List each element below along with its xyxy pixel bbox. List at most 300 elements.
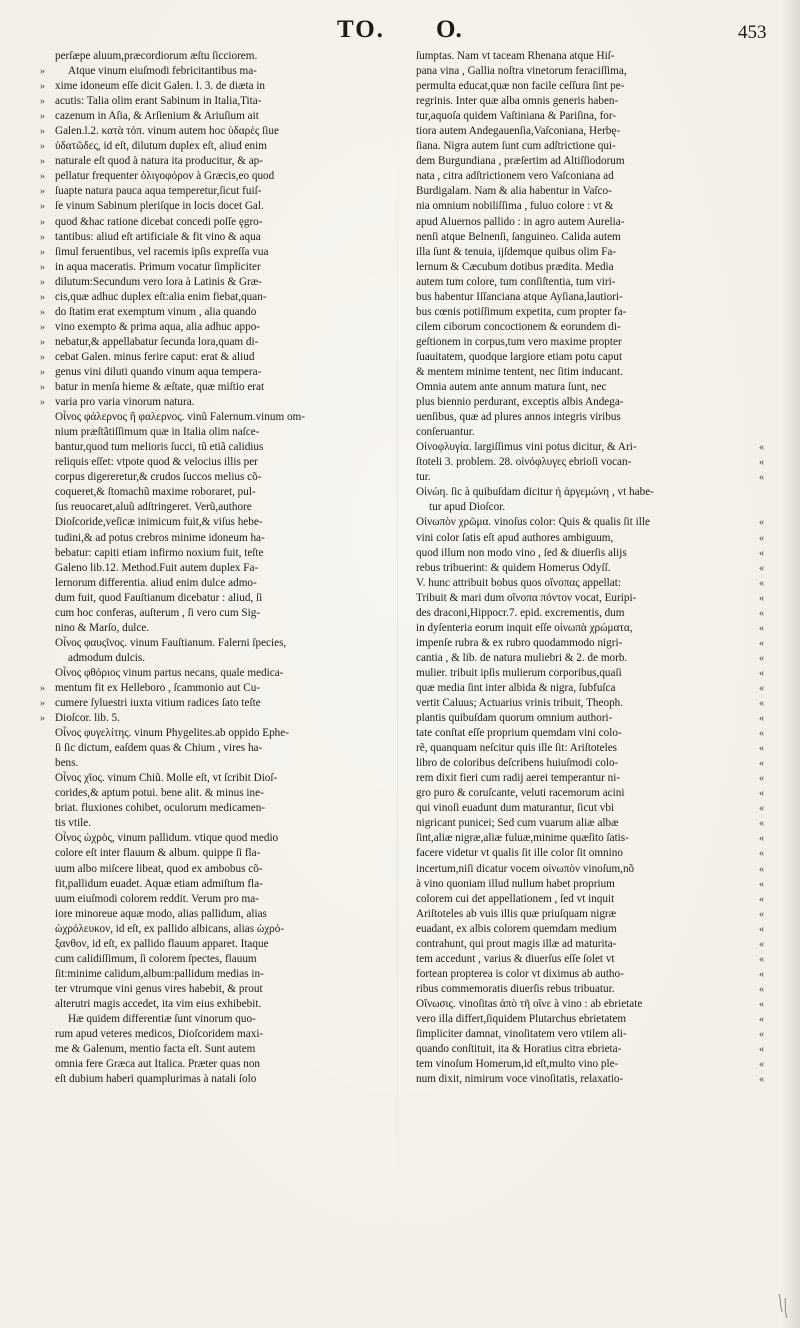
line-text: Galen.l.2. κατὰ τόπ. vinum autem hoc ὑδαρὲς ſiue [55, 125, 279, 138]
line-text: tem vinoſum Homerum,id eſt,multo vino ple- [416, 1058, 619, 1071]
text-line [55, 531, 385, 546]
text-line [55, 1042, 385, 1057]
quotation-mark: « [759, 1059, 764, 1071]
text-line [416, 64, 746, 79]
running-head-right: O. [436, 16, 462, 43]
quotation-mark: » [40, 81, 45, 93]
text-line [416, 816, 764, 831]
quotation-mark: » [40, 141, 45, 153]
quotation-mark: » [40, 351, 45, 363]
text-line [416, 94, 746, 109]
line-text: iore minoreue aquæ modo, alias pallidum, alias [55, 907, 267, 920]
text-line [55, 621, 385, 636]
line-text: rebus tribuerint: & quidem Homerus Odyſſ. [416, 561, 611, 574]
page-header [0, 14, 800, 46]
line-text: colore eſt inter flauum & album. quippe ſi fla- [55, 847, 261, 860]
text-line [416, 380, 746, 395]
line-text: plantis quibuſdam quorum omnium authori- [416, 712, 613, 725]
line-text: Οἶνος φάλερνος ἢ φαλερνος. vinũ Falernum.vinum om- [55, 411, 305, 424]
text-line [55, 410, 385, 425]
quotation-mark: « [759, 728, 764, 740]
text-line [416, 651, 764, 666]
text-line [55, 741, 385, 756]
text-line [416, 937, 764, 952]
text-line [416, 756, 764, 771]
text-line [416, 139, 746, 154]
line-text: ὠχρόλευκον, id eſt, ex pallido albicans, alias ὠχρό- [55, 922, 285, 935]
text-line [55, 485, 385, 500]
quotation-mark: » [40, 246, 45, 258]
right-text-column [416, 49, 764, 1087]
text-line [416, 230, 746, 245]
line-text: ξανθον, id eſt, ex pallido flauum apparet. Itaque [55, 937, 269, 950]
quotation-mark: » [40, 261, 45, 273]
line-text: cum calidiſſimum, ſi colorem ſpectes, flauum [55, 952, 257, 965]
text-line [40, 215, 385, 230]
line-text: quæ media ſint inter albida & nigra, ſubfuſca [416, 681, 616, 694]
line-text: uenſibus, quæ ad plures annos integris viribus [416, 411, 621, 424]
line-text: nenſi atque Belnenſi, ſanguineo. Calida autem [416, 230, 621, 243]
line-text: varia pro varia vinorum natura. [55, 396, 195, 409]
quotation-mark: « [759, 773, 764, 785]
text-line [40, 711, 385, 726]
line-text: tur apud Dioſcor. [429, 501, 506, 514]
text-line [40, 169, 385, 184]
line-text: in aqua maceratis. Primum vocatur ſimpliciter [55, 260, 261, 273]
line-text: cilem ciborum concoctionem & eorundem di- [416, 320, 621, 333]
text-line [416, 967, 764, 982]
line-text: ſumptas. Nam vt taceam Rhenana atque Hiſ- [416, 50, 615, 62]
text-line [416, 846, 764, 861]
text-line [416, 922, 764, 937]
text-line [40, 275, 385, 290]
line-text: permulta educat,quæ non facile ceſſura ſint pe- [416, 80, 625, 93]
left-text-column [40, 49, 385, 1087]
text-line [416, 260, 746, 275]
text-line [55, 907, 385, 922]
line-text: Omnia autem ante annum matura ſunt, nec [416, 381, 607, 394]
pencil-mark-icon [775, 1292, 791, 1322]
text-line [416, 245, 746, 260]
line-text: batur in menſa hieme & æſtate, quæ miſtio erat [55, 381, 265, 394]
line-text: Οἰνωπὸν χρῶμα. vinoſus color: Quis & qualis ſit ille [416, 516, 650, 529]
text-line [40, 290, 385, 305]
text-line [40, 139, 385, 154]
text-line [55, 967, 385, 982]
line-text: nebatur,& appellabatur ſecunda lora,quam di- [55, 335, 259, 348]
text-line [416, 636, 764, 651]
text-line [40, 305, 385, 320]
text-line [416, 546, 764, 561]
text-line [40, 260, 385, 275]
line-text: tiora autem Andegauenſia,Vaſconiana, Herbę- [416, 125, 621, 138]
quotation-mark: « [759, 607, 764, 619]
quotation-mark: « [759, 878, 764, 890]
text-line [55, 831, 385, 846]
line-text: cum hoc conferas, auſterum , ſi vero cum Sig- [55, 606, 261, 619]
line-text: lernorum differentia. aliud enim dulce admo- [55, 576, 257, 589]
line-text: bantur,quod tum melioris ſucci, tũ etiã calidius [55, 441, 264, 454]
line-text: ſiana. Nigra autem ſunt cum adſtrictione qui- [416, 140, 616, 153]
line-text: corides,& aptum potui. bene alit. & minus ine- [55, 787, 264, 800]
line-text: dum fuit, quod Fauſtianum dicebatur : aliud, ſi [55, 591, 263, 604]
running-head-left: TO. [337, 16, 385, 43]
line-text: quod illum non modo vino , ſed & diuerſis alijs [416, 546, 627, 559]
text-line [40, 335, 385, 350]
text-line [416, 515, 764, 530]
quotation-mark: « [759, 788, 764, 800]
line-text: fit,pallidum euadet. Aquæ etiam admiſtum fla- [55, 877, 263, 890]
text-line [416, 410, 746, 425]
line-text: contrahunt, qui prout magis illæ ad maturita- [416, 937, 617, 950]
text-line [40, 230, 385, 245]
text-line [416, 576, 764, 591]
text-line [416, 1072, 764, 1087]
line-text: qui vinoſi euadunt dum maturantur, ſicut vbi [416, 802, 615, 815]
line-text: Οἰνοφλυγία. largiſſimus vini potus dicitur, & Ari- [416, 441, 637, 454]
line-text: Burdigalam. Nam & alia habentur in Vaſco- [416, 185, 612, 198]
quotation-mark: » [40, 156, 45, 168]
line-text: coqueret,& ſtomachũ maxime roboraret, pul- [55, 486, 256, 499]
text-line [416, 500, 746, 515]
quotation-mark: « [759, 562, 764, 574]
line-text: ὑδατῶδες, id eſt, dilutum duplex eſt, aliud enim [55, 140, 267, 153]
text-line [55, 846, 385, 861]
text-line [55, 771, 385, 786]
text-line [40, 350, 385, 365]
quotation-mark: « [759, 1014, 764, 1025]
text-line [55, 726, 385, 741]
text-line [55, 1072, 385, 1087]
quotation-mark: » [40, 306, 45, 318]
line-text: omnia fere Græca aut Italica. Præter quas non [55, 1058, 261, 1071]
text-line [55, 1057, 385, 1072]
text-line [55, 997, 385, 1012]
text-line [416, 666, 764, 681]
text-line [416, 786, 764, 801]
text-line [40, 64, 385, 79]
text-line [55, 666, 385, 681]
quotation-mark: « [759, 1044, 764, 1056]
line-text: ſimul feruentibus, vel racemis ipſis expreſſa vua [55, 245, 269, 258]
line-text: pellatur frequenter ὀλιγοφόρον à Græcis,eo quod [55, 170, 275, 183]
quotation-mark: » [40, 126, 45, 138]
text-line [55, 636, 385, 651]
text-line [416, 907, 764, 922]
line-text: vini color ſatis eſt apud authores ambiguum, [416, 531, 614, 544]
text-line [416, 621, 764, 636]
line-text: & mentem minime tentent, nec ſitim inducant. [416, 365, 623, 378]
text-line [40, 245, 385, 260]
text-line [55, 651, 385, 666]
line-text: admodum dulcis. [68, 651, 146, 664]
quotation-mark: » [40, 698, 45, 710]
text-line [40, 79, 385, 94]
line-text: ſuauitatem, quodque largiore etiam potu caput [416, 350, 623, 363]
line-text: cebat Galen. minus ferire caput: erat & aliud [55, 350, 255, 363]
line-text: ter vtrumque vini genus vires habebit, & prout [55, 982, 263, 995]
line-text: des draconi,Hippocr.7. epid. excrementis, dum [416, 606, 625, 619]
line-text: Οἴνωσις. vinoſitas ἀπὸ τῆ οἴνε à vino : ab ebrietate [416, 997, 643, 1010]
line-text: Galeno lib.12. Method.Fuit autem duplex Fa- [55, 561, 259, 574]
quotation-mark: » [40, 382, 45, 394]
line-text: bebatur: capiti etiam infirmo noxium fuit, teſte [55, 546, 264, 559]
text-line [55, 591, 385, 606]
line-text: impenſe rubra & ex rubro quodammodo nigri- [416, 636, 623, 649]
quotation-mark: « [759, 938, 764, 950]
text-line [416, 199, 746, 214]
text-line [416, 470, 764, 485]
page-edge-shadow [782, 0, 800, 1328]
quotation-mark: « [759, 472, 764, 484]
quotation-mark: « [759, 803, 764, 815]
text-line [55, 892, 385, 907]
text-line [40, 365, 385, 380]
text-line [416, 395, 746, 410]
quotation-mark: « [759, 592, 764, 604]
line-text: nia omnium nobiliſſima , fuluo colore : vt & [416, 200, 614, 213]
quotation-mark: » [40, 96, 45, 108]
line-text: tur. [416, 471, 431, 484]
line-text: quando conſtituit, ita & Horatius citra ebrieta- [416, 1043, 622, 1056]
text-line [416, 771, 764, 786]
text-line [55, 1027, 385, 1042]
text-line [416, 335, 746, 350]
text-line [416, 79, 746, 94]
line-text: tem accedunt , varius & diuerſus eſſe ſolet vt [416, 952, 615, 965]
text-line [55, 937, 385, 952]
quotation-mark: « [759, 667, 764, 679]
line-text: rem dixit fieri cum radij aerei temperantur ni- [416, 772, 621, 785]
line-text: bens. [55, 757, 79, 770]
line-text: ſus reuocaret,aluũ adſtringeret. Verũ,authore [55, 501, 252, 514]
text-line [416, 1027, 764, 1042]
line-text: nium præſtãtiſſimum quæ in Italia olim naſce- [55, 426, 260, 439]
line-text: num dixit, nimirum voce vinoſitatis, relaxatio- [416, 1073, 624, 1086]
quotation-mark: » [40, 201, 45, 213]
column-gutter [397, 60, 398, 1280]
line-text: à vino quoniam illud nullum habet proprium [416, 877, 615, 890]
quotation-mark: « [759, 457, 764, 469]
text-line [55, 877, 385, 892]
line-text: fortean propterea is color vt diximus ab autho- [416, 967, 624, 980]
text-line [416, 801, 764, 816]
quotation-mark: » [40, 291, 45, 303]
text-line [55, 952, 385, 967]
quotation-mark: « [759, 577, 764, 589]
quotation-mark: » [40, 336, 45, 348]
line-text: pana vina , Gallia noſtra vinetorum feraciſſima, [416, 65, 627, 78]
line-text: apud Aluernos pallido : in agro autem Aurelia- [416, 215, 625, 228]
text-line [55, 862, 385, 877]
text-line [55, 786, 385, 801]
line-text: Hæ quidem differentiæ ſunt vinorum quo- [68, 1013, 256, 1025]
line-text: cazenum in Aſia, & Arſienium & Ariuſium ait [55, 110, 259, 123]
quotation-mark: » [40, 397, 45, 409]
line-text: uum albo miſcere libeat, quod ex ambobus cõ- [55, 862, 263, 875]
text-line [55, 1012, 385, 1027]
line-text: Οἶνος φθόριος vinum partus necans, quale medica- [55, 666, 284, 679]
line-text: geſtionem in corpus,tum vero maxime propter [416, 335, 622, 348]
text-line [416, 290, 746, 305]
quotation-mark: » [40, 66, 45, 78]
text-line [55, 922, 385, 937]
text-line [416, 184, 746, 199]
text-line [416, 997, 764, 1012]
line-text: ſimpliciter damnat, vinoſitatem vero vtilem ali- [416, 1028, 627, 1041]
line-text: Οἰνώη. ſic à quibuſdam dicitur ἡ ἀργεμώνη , vt habe- [416, 486, 654, 499]
quotation-mark: « [759, 893, 764, 905]
quotation-mark: « [759, 743, 764, 755]
line-text: cumere ſyluestri iuxta vitium radices ſato teſte [55, 697, 261, 710]
text-line [55, 515, 385, 530]
quotation-mark: » [40, 276, 45, 288]
line-text: facere videtur vt qualis ſit ille color ſit omnino [416, 847, 623, 860]
line-text: plus biennio perdurant, exceptis albis Andega- [416, 396, 624, 409]
page-number: 453 [738, 22, 767, 43]
text-line [416, 1042, 764, 1057]
text-line [40, 154, 385, 169]
text-line [416, 320, 746, 335]
quotation-mark: « [759, 848, 764, 860]
line-text: rum apud veteres medicos, Dioſcoridem maxi- [55, 1028, 264, 1041]
line-text: alterutri magis accedet, ita vim eius exhibebit. [55, 997, 262, 1010]
text-line [55, 500, 385, 515]
quotation-mark: » [40, 186, 45, 198]
line-text: nino & Marſo, dulce. [55, 621, 150, 634]
text-line [40, 124, 385, 139]
text-line [416, 350, 746, 365]
line-text: naturale eſt quod à natura ita producitur, & ap- [55, 155, 263, 168]
line-text: Dioſcoride,veſicæ inimicum fuit,& viſus hebe- [55, 516, 263, 529]
line-text: tate conſtat eſſe proprium quemdam vini colo- [416, 727, 622, 740]
text-line [416, 275, 746, 290]
line-text: Οἶνος ὠχρὸς, vinum pallidum. vtique quod medio [55, 832, 279, 845]
line-text: Οἶνος φυγελίτης. vinum Phygelites.ab oppido Ephe- [55, 727, 289, 740]
line-text: xime idoneum eſſe dicit Galen. l. 3. de diæta in [55, 80, 266, 93]
text-line [416, 681, 764, 696]
line-text: perſæpe aluum,præcordiorum æſtu ſicciorem. [55, 50, 258, 62]
line-text: genus vini diluti quando vinum aqua tempera- [55, 365, 262, 378]
quotation-mark: « [759, 1029, 764, 1041]
quotation-mark: « [759, 1074, 764, 1086]
line-text: corpus digereretur,& crudos ſuccos melius cõ- [55, 471, 262, 484]
quotation-mark: » [40, 111, 45, 123]
text-line [55, 576, 385, 591]
text-line [40, 109, 385, 124]
text-line [416, 606, 764, 621]
quotation-mark: » [40, 366, 45, 378]
quotation-mark: » [40, 231, 45, 243]
quotation-mark: « [759, 908, 764, 920]
line-text: in dyſenteria eorum inquit eſſe οἰνωπὰ χρώματα, [416, 621, 633, 634]
line-text: acutis: Talia olim erant Sabinum in Italia,Tita- [55, 95, 262, 108]
text-line [416, 485, 746, 500]
line-text: autem tum colore, tum conſiſtentia, tum viri- [416, 275, 616, 288]
quotation-mark: » [40, 171, 45, 183]
quotation-mark: « [759, 652, 764, 664]
line-text: mulier. tribuit ipſis mulierum corporibus,quaſi [416, 666, 622, 679]
text-line [40, 395, 385, 410]
line-text: Οἶνος φαυςῖνος. vinum Fauſtianum. Falerni ſpecies, [55, 636, 287, 649]
text-line [55, 425, 385, 440]
line-text: tur,aquoſa quidem Vaſtiniana & Pariſina, for- [416, 110, 617, 123]
quotation-mark: « [759, 698, 764, 710]
text-line [416, 877, 764, 892]
quotation-mark: » [40, 713, 45, 725]
line-text: ſint,aliæ nigræ,aliæ fuluæ,minime quæſito ſatis- [416, 832, 629, 845]
line-text: nata , citra adſtrictionem vero Vaſconiana ad [416, 170, 614, 183]
quotation-mark: « [759, 833, 764, 845]
quotation-mark: « [759, 863, 764, 875]
text-line [416, 892, 764, 907]
line-text: gro puro & coruſcante, veluti racemorum acini [416, 787, 625, 800]
quotation-mark: « [759, 758, 764, 770]
line-text: bus cœnis potiſſimum expetita, cum propter fa- [416, 305, 627, 318]
text-line [416, 982, 764, 997]
line-text: uum eiuſmodi colorem reddit. Verum pro ma- [55, 892, 259, 905]
text-line [416, 831, 764, 846]
text-line [416, 696, 764, 711]
line-text: ſit:minime calidum,album:pallidum medias in- [55, 967, 264, 980]
line-text: ſuapte natura pauca aqua temperetur,ſicut fuiſ- [55, 185, 262, 198]
line-text: vertit Caluus; Actuarius vrinis tribuit, Theoph. [416, 697, 624, 710]
text-line [416, 561, 764, 576]
text-line [40, 94, 385, 109]
line-text: V. hunc attribuit bobus quos οἴνοπας appellat: [416, 576, 621, 589]
text-line [416, 425, 746, 440]
line-text: regrinis. Inter quæ alba omnis generis haben- [416, 95, 619, 108]
line-text: ſtoteli 3. problem. 28. οἰνόφλυγες ebrioſi vocan- [416, 456, 632, 469]
text-line [416, 440, 764, 455]
text-line [55, 801, 385, 816]
text-line [416, 169, 746, 184]
quotation-mark: » [40, 682, 45, 694]
line-text: ſi ſic dictum, eaſdem quas & Chium , vires ha- [55, 742, 263, 755]
quotation-mark: « [759, 818, 764, 830]
text-line [55, 455, 385, 470]
text-line [55, 756, 385, 771]
text-line [55, 561, 385, 576]
text-line [40, 184, 385, 199]
text-line [55, 816, 385, 831]
quotation-mark: « [759, 517, 764, 529]
line-text: quod &hac ratione dicebat concedi poſſe ęgro- [55, 215, 263, 228]
text-line [40, 199, 385, 214]
line-text: ſe vinum Sabinum pleriſque in locis docet Gal. [55, 200, 264, 213]
line-text: conſeruantur. [416, 426, 475, 439]
line-text: Ariſtoteles ab vuis illis quæ priuſquam nigræ [416, 907, 617, 920]
line-text: ribus commemoratis diuerſis rebus tribuatur. [416, 982, 615, 995]
quotation-mark: « [759, 998, 764, 1010]
text-line [416, 1012, 764, 1027]
text-line [416, 305, 746, 320]
line-text: libro de coloribus deſcribens huiuſmodi colo- [416, 757, 619, 770]
quotation-mark: » [40, 216, 45, 228]
line-text: eſt dubium haberi quamplurimas à natali ſolo [55, 1073, 257, 1086]
text-line [416, 215, 746, 230]
text-line [40, 380, 385, 395]
text-line [416, 741, 764, 756]
line-text: reliquis eſſet: vtpote quod & velocius illis per [55, 456, 258, 469]
line-text: cantia , & lib. de natura muliebri & 2. de morb. [416, 651, 628, 664]
line-text: bus habentur Iſſanciana atque Ayſiana,lautiori- [416, 290, 623, 303]
line-text: dilutum:Secundum vero lora à Latinis & Græ- [55, 275, 262, 288]
quotation-mark: « [759, 442, 764, 454]
quotation-mark: « [759, 923, 764, 935]
text-line [416, 726, 764, 741]
line-text: do ſtatim erat exemptum vinum , alia quando [55, 305, 257, 318]
